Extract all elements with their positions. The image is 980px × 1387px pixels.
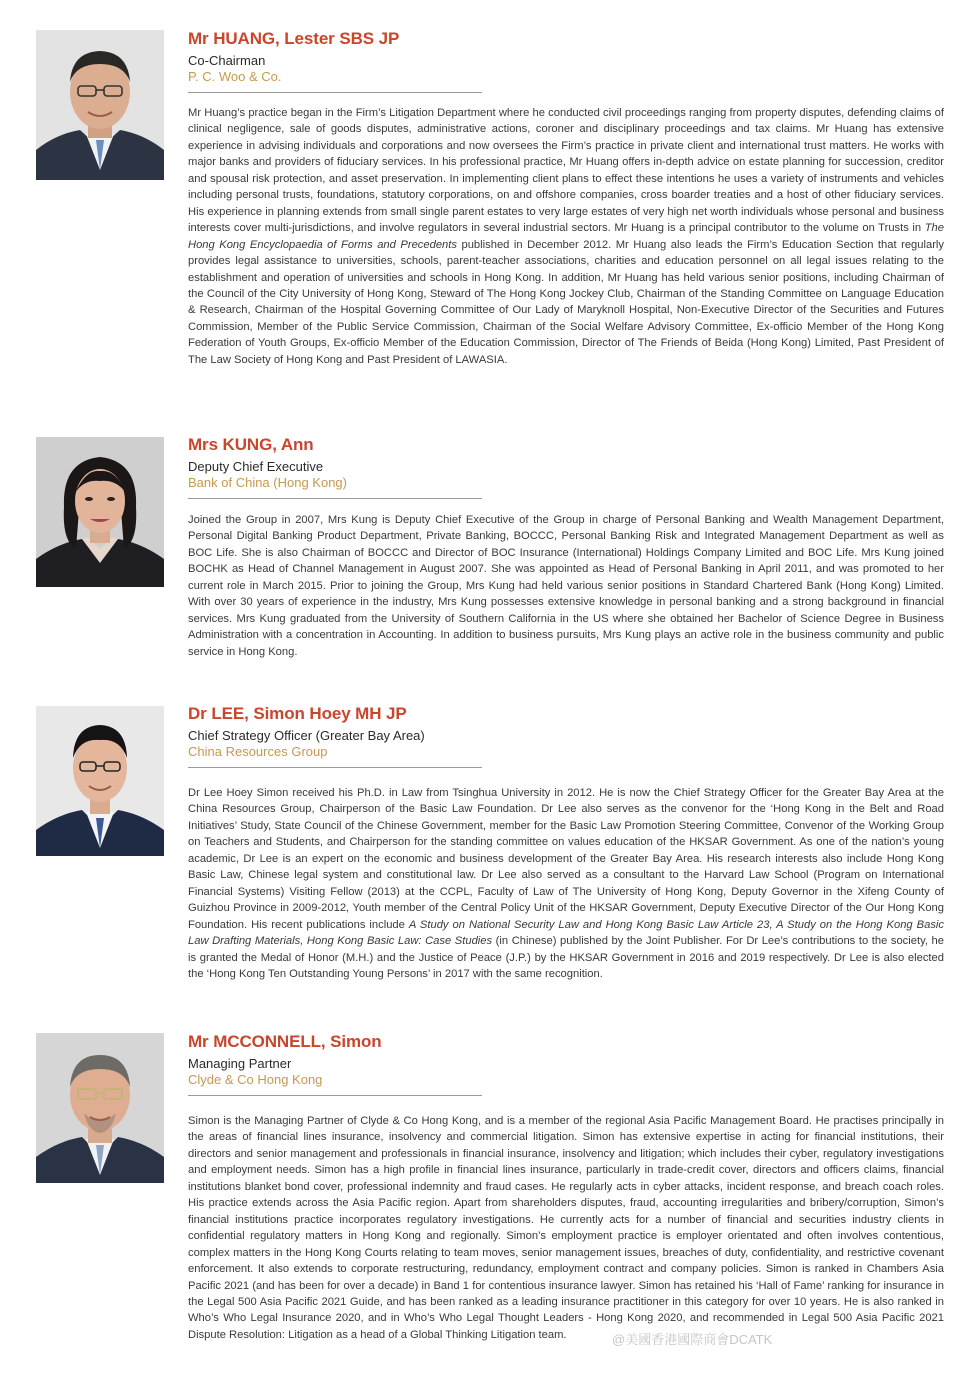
- profile-organization: China Resources Group: [188, 744, 328, 759]
- divider: [188, 92, 482, 93]
- portrait-photo: [36, 706, 164, 856]
- profile-bio: [188, 512, 944, 660]
- profile-name: Mr MCCONNELL, Simon: [188, 1032, 382, 1051]
- profile-organization: Bank of China (Hong Kong): [188, 475, 347, 490]
- portrait-photo: [36, 1033, 164, 1183]
- bio-text: Mr Huang’s practice began in the Firm’s Litigation Department where he conducted civil proceedings ranging from property disputes, defending claims of clinical negligence, sale of goods disputes, administrative actions, coroner and disciplinary proceedings and tax claims. Mr Huang has extensive experience in advising individuals and corporations and now oversees the Firm’s practice in private client and international trust matters. He works with major banks and providers of fiduciary services. In his professional practice, Mr Huang offers in-depth advice on estate planning for succession, creditor and spousal risk protection, and asset preservation. In implementing client plans to effect these intentions he uses a variety of instruments and vehicles including personal trusts, foundations, statutory corporations, on and offshore companies, cross boarder treaties and a host of other fiduciary services. His experience in planning extends from small single parent estates to very large estates of very high net worth individuals whose personal and business interests cover multi-jurisdictions, and involve regulators in several industrial sectors. Mr Huang is a principal contributor to the volume on Trusts in: [188, 107, 944, 235]
- watermark: @美國香港國際商會DCATK: [612, 1332, 773, 1347]
- profile-name: Mr HUANG, Lester SBS JP: [188, 29, 400, 48]
- profile-title: Co-Chairman: [188, 53, 266, 68]
- bio-text: Simon is the Managing Partner of Clyde & Co Hong Kong, and is a member of the regional Asia Pacific Management Board. He practises principally in the areas of financial lines insurance, insolvency and commercial litigation. Simon has extensive expertise in acting for financial institutions, their directors and senior management and professionals in financial insurance, insolvency and litigation; which includes their cyber, regulatory investigations and employment needs. Simon has a high profile in financial lines insurance, particularly in trade-credit cover, directors and officers claims, financial institutions blanket bond cover, professional indemnity and fraud cases. He regularly acts in cyber attacks, incident response, and breach coach roles. His practice extends across the Asia Pacific region. Apart from shareholders disputes, fraud, accounting irregularities and bribery/corruption, Simon’s financial institutions practice incorporates regulatory investigations. He currently acts for a number of financial and securities industry clients in confidential regulatory matters in Hong Kong and regionally. Simon’s employment practice is employer orientated and often involves contentious, complex matters in the Hong Kong Courts relating to team moves, senior management issues, breaches of duty, confidentiality, and restrictive covenant enforcement. It also extends to corporate restructuring, redundancy, employment contract and company policies. Simon is ranked in Chambers Asia Pacific 2021 (and has been for over a decade) in Band 1 for contentious insurance lawyer. Simon has retained his ‘Hall of Fame’ ranking for insurance in the Legal 500 Asia Pacific 2021 Guide, and has been ranked as a leading insurance practitioner in this category for over 10 years. He is also ranked in Who’s Who Legal Insurance 2020, and in Who’s Who Legal Thought Leaders - Hong Kong 2020, and recommended in Legal 500 Asia Pacific 2021 Dispute Resolution: Litigation as a head of a Global Thinking Litigation team.: [188, 1115, 944, 1341]
- divider: [188, 767, 482, 768]
- bio-italic-text: The Hong Kong Encyclopaedia of Forms and Precedents: [188, 222, 944, 251]
- profile-header: [188, 28, 482, 93]
- bio-text: Joined the Group in 2007, Mrs Kung is Deputy Chief Executive of the Group in charge of Personal Banking and Wealth Management Department, Personal Digital Banking Product Department, Private Banking, BOCCC, Personal Banking Risk and Integrated Management Department as well as BOC Life. She is also Chairman of BOCCC and Director of BOC Insurance (International) Holdings Company Limited and BOC Life. Mrs Kung joined BOCHK as Head of Channel Management in August 2007. She was appointed as Head of Personal Banking in April 2011, and was promoted to her current role in March 2015. Prior to joining the Group, Mrs Kung had held various senior positions in Standard Chartered Bank (Hong Kong) Limited. With over 30 years of experience in the industry, Mrs Kung possesses extensive knowledge in personal banking and a strong background in financial services. Mrs Kung graduated from the University of Southern California in the US where she obtained her Bachelor of Science Degree in Business Administration with a concentration in Accounting. In addition to business pursuits, Mrs Kung plays an active role in the business community and public service in Hong Kong.: [188, 514, 944, 658]
- profile-organization: Clyde & Co Hong Kong: [188, 1072, 323, 1087]
- profile-bio: [188, 105, 944, 368]
- bio-italic-text: A Study on National Security Law and Hong Kong Basic Law Article 23, A Study on the Hong Kong Basic Law Drafting Materials, Hong Kong Basic Law: Case Studies: [188, 918, 944, 948]
- profile-title: Managing Partner: [188, 1056, 292, 1071]
- profile-name: Dr LEE, Simon Hoey MH JP: [188, 704, 407, 723]
- bio-text: (in Chinese) published by the Joint Publisher. For Dr Lee’s contributions to the society, he is granted the Medal of Honor (M.H.) and the Justice of Peace (J.P.) by the HKSAR Government in 2016 and 2019 respectively. Dr Lee is also elected the ‘Hong Kong Ten Outstanding Young Persons’ in 2017 with the same recognition.: [188, 935, 944, 980]
- profile-header: [188, 703, 482, 768]
- profile-name: Mrs KUNG, Ann: [188, 435, 314, 454]
- profile-organization: P. C. Woo & Co.: [188, 69, 282, 84]
- profile-header: [188, 1031, 482, 1096]
- bio-text: Dr Lee Hoey Simon received his Ph.D. in Law from Tsinghua University in 2012. He is now the Chief Strategy Officer for the Greater Bay Area at the China Resources Group, Chairperson of the Basic Law Foundation. Dr Lee also serves as the convenor for the ‘Hong Kong in the Belt and Road Initiatives’ Study, State Council of the Chinese Government, member for the Basic Law Promotion Steering Committee, Convenor of the Working Group on Teachers and Students, and Chairperson for the standing committee on values education of the HKSAR Government. As one of the nation’s young academic, Dr Lee is an expert on the economic and business development of the Greater Bay Area. His research interests also include Hong Kong Basic Law, Chinese legal system and constitutional law. Dr Lee also served as a consultant to the Harvard Law School (Program on International Financial Systems) Visiting Fellow (2013) at the CCPL, Faculty of Law of The University of Hong Kong, Deputy Governor in the Xifeng County of Guizhou Province in 2009-2012, Youth member of the Central Policy Unit of the HKSAR Government, Deputy Executive Director of the Our Hong Kong Foundation. His recent publications include: [188, 787, 944, 931]
- profile-title: Chief Strategy Officer (Greater Bay Area): [188, 728, 425, 743]
- profile-title: Deputy Chief Executive: [188, 459, 324, 474]
- profile-header: [188, 434, 482, 499]
- profile-bio: [188, 785, 944, 982]
- bio-text: published in December 2012. Mr Huang also leads the Firm’s Education Section that regularly provides legal assistance to universities, schools, parent-teacher associations, charities and education personnel on all legal issues relating to the establishment and operation of universities and schools in Hong Kong. In addition, Mr Huang has held various senior positions, including Chairman of the Council of the City University of Hong Kong, Steward of The Hong Kong Jockey Club, Chairman of the Standing Committee on Language Education & Research, Chairman of the Hospital Governing Committee of Our Lady of Maryknoll Hospital, Non-Executive Director of the Securities and Futures Commission, Member of the Public Service Commission, Chairman of the Social Welfare Advisory Committee, Ex-officio Member of the Hong Kong Federation of Youth Groups, Ex-officio Member of the Education Commission, Director of The Friends of Beida (Hong Kong) Limited, Past President of The Law Society of Hong Kong and Past President of LAWASIA.: [188, 238, 945, 366]
- profile-bio: [188, 1113, 944, 1343]
- portrait-photo: [36, 30, 164, 180]
- portrait-photo: [36, 437, 164, 587]
- divider: [188, 1095, 482, 1096]
- divider: [188, 498, 482, 499]
